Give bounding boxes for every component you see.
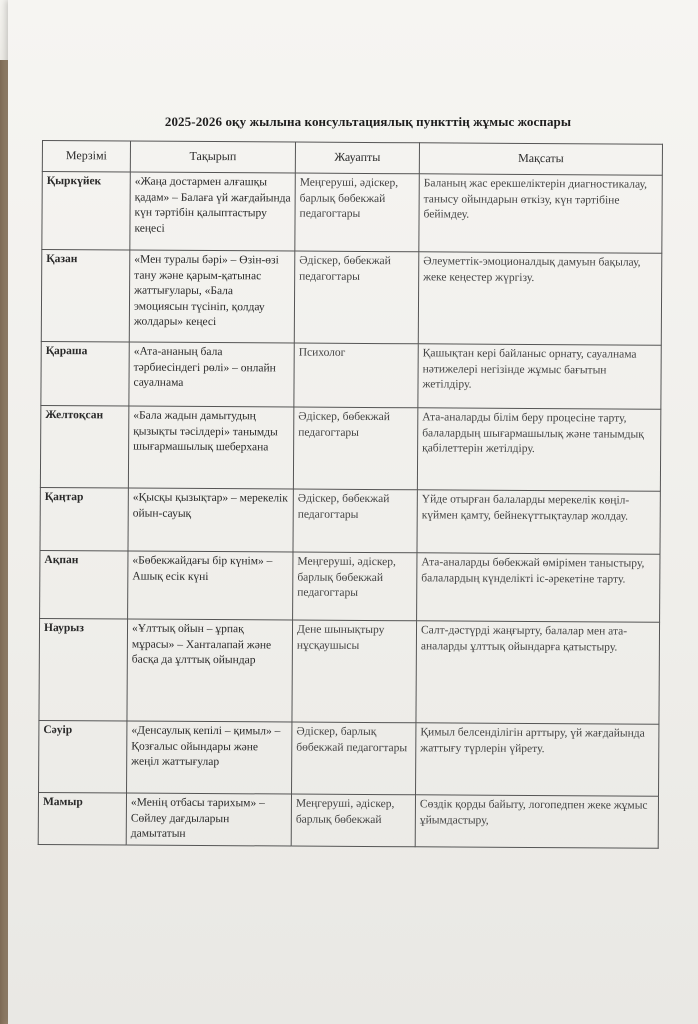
- row-responsible: Әдіскер, бөбекжай педагогтары: [293, 407, 417, 490]
- table-row: [40, 487, 660, 554]
- row-goal: Қашықтан кері байланыс орнату, сауалнама нәтижелері негізінде жұмыс бағытын жетілдіру.: [418, 344, 661, 409]
- work-plan-table: [38, 140, 663, 849]
- table-row: [38, 792, 658, 848]
- row-topic: «Мен туралы бәрі» – Өзін-өзі тану және қарым-қатынас жаттығулары, «Бала эмоциясын түсініп, қолдау жолдары» кеңесі: [129, 250, 295, 343]
- table-row: [40, 405, 660, 491]
- row-topic: «Менің отбасы тарихым» – Сөйлеу дағдыларын дамытатын: [126, 793, 291, 846]
- row-month: Қараша: [41, 341, 129, 406]
- header-topic: Тақырып: [130, 141, 295, 173]
- row-topic: «Ұлттық ойын – ұрпақ мұрасы» – Ханталапай және басқа да ұлттық ойындар: [127, 619, 293, 722]
- row-responsible: Әдіскер, бөбекжай педагогтары: [293, 489, 417, 553]
- table-header-row: [42, 141, 662, 176]
- row-topic: «Жаңа достармен алғашқы қадам» – Балаға үй жағдайында күн тәртібін қалыптастыру кеңесі: [130, 172, 295, 251]
- header-goal: Мақсаты: [419, 143, 662, 175]
- row-topic: «Бала жадын дамытудың қызықты тәсілдері» танымды шығармашылық шеберхана: [128, 406, 293, 489]
- table-row: [41, 250, 662, 346]
- row-responsible: Әдіскер, бөбекжай педагогтары: [294, 251, 419, 344]
- row-month: Наурыз: [39, 618, 128, 721]
- table-row: [39, 618, 660, 724]
- row-month: Қыркүйек: [42, 172, 130, 251]
- row-goal: Үйде отырған балаларды мерекелік көңіл-күймен қамту, бейнекүттықтаулар жолдау.: [417, 490, 660, 554]
- row-topic: «Қысқы қызықтар» – мерекелік ойын-сауық: [128, 488, 293, 552]
- row-topic: «Ата-ананың бала тәрбиесіндегі рөлі» – онлайн сауалнама: [129, 342, 294, 407]
- row-topic: «Бөбекжайдағы бір күнім» – Ашық есік күні: [128, 551, 293, 620]
- row-month: Қазан: [41, 250, 130, 343]
- table-row: [41, 341, 661, 409]
- row-month: Қаңтар: [40, 487, 128, 551]
- table-row: [40, 550, 660, 622]
- row-topic: «Денсаулық кепілі – қимыл» – Қозғалыс ойындары және жеңіл жаттығулар: [127, 721, 292, 794]
- row-goal: Әлеуметтік-эмоционалдық дамуын бақылау, жеке кеңестер жүргізу.: [418, 252, 662, 345]
- table-row: [39, 720, 659, 796]
- row-month: Желтоқсан: [40, 405, 128, 488]
- table-row: [42, 172, 662, 254]
- row-month: Ақпан: [40, 550, 128, 619]
- document-title: 2025-2026 оқу жылына консультациялық пункттің жұмыс жоспары: [164, 114, 572, 129]
- table-edge: [0, 60, 8, 1024]
- row-month: Сәуір: [39, 720, 127, 793]
- row-responsible: Меңгеруші, әдіскер, барлық бөбекжай педагогтары: [295, 173, 419, 252]
- row-goal: Ата-аналарды білім беру процесіне тарту, балалардың шығармашылық және танымдық қабілеттерін жетілдіру.: [417, 408, 660, 491]
- row-goal: Баланың жас ерекшеліктерін диагностикалау, танысу ойындарын өткізу, күн тәртібіне бейімдеу.: [419, 174, 662, 253]
- row-goal: Ата-аналарды бөбекжай өмірімен таныстыру, балалардың күнделікті іс-әрекетіне тарту.: [417, 553, 660, 622]
- row-goal: Қимыл белсенділігін арттыру, үй жағдайында жаттығу түрлерін үйрету.: [416, 723, 659, 796]
- row-responsible: Психолог: [294, 343, 418, 408]
- row-goal: Салт-дәстүрді жаңғырту, балалар мен ата-аналарды ұлттық ойындарға қатыстыру.: [416, 621, 660, 724]
- row-month: Мамыр: [38, 792, 126, 845]
- row-responsible: Дене шынықтыру нұсқаушысы: [292, 620, 417, 723]
- row-responsible: Әдіскер, барлық бөбекжай педагогтары: [292, 722, 416, 795]
- row-goal: Сөздік қорды байыту, логопедпен жеке жұмыс ұйымдастыру,: [415, 795, 658, 848]
- header-term: Мерзімі: [42, 141, 130, 173]
- row-responsible: Меңгеруші, әдіскер, барлық бөбекжай: [291, 794, 415, 847]
- header-responsible: Жауапты: [295, 142, 419, 174]
- row-responsible: Меңгеруші, әдіскер, барлық бөбекжай педагогтары: [293, 552, 417, 621]
